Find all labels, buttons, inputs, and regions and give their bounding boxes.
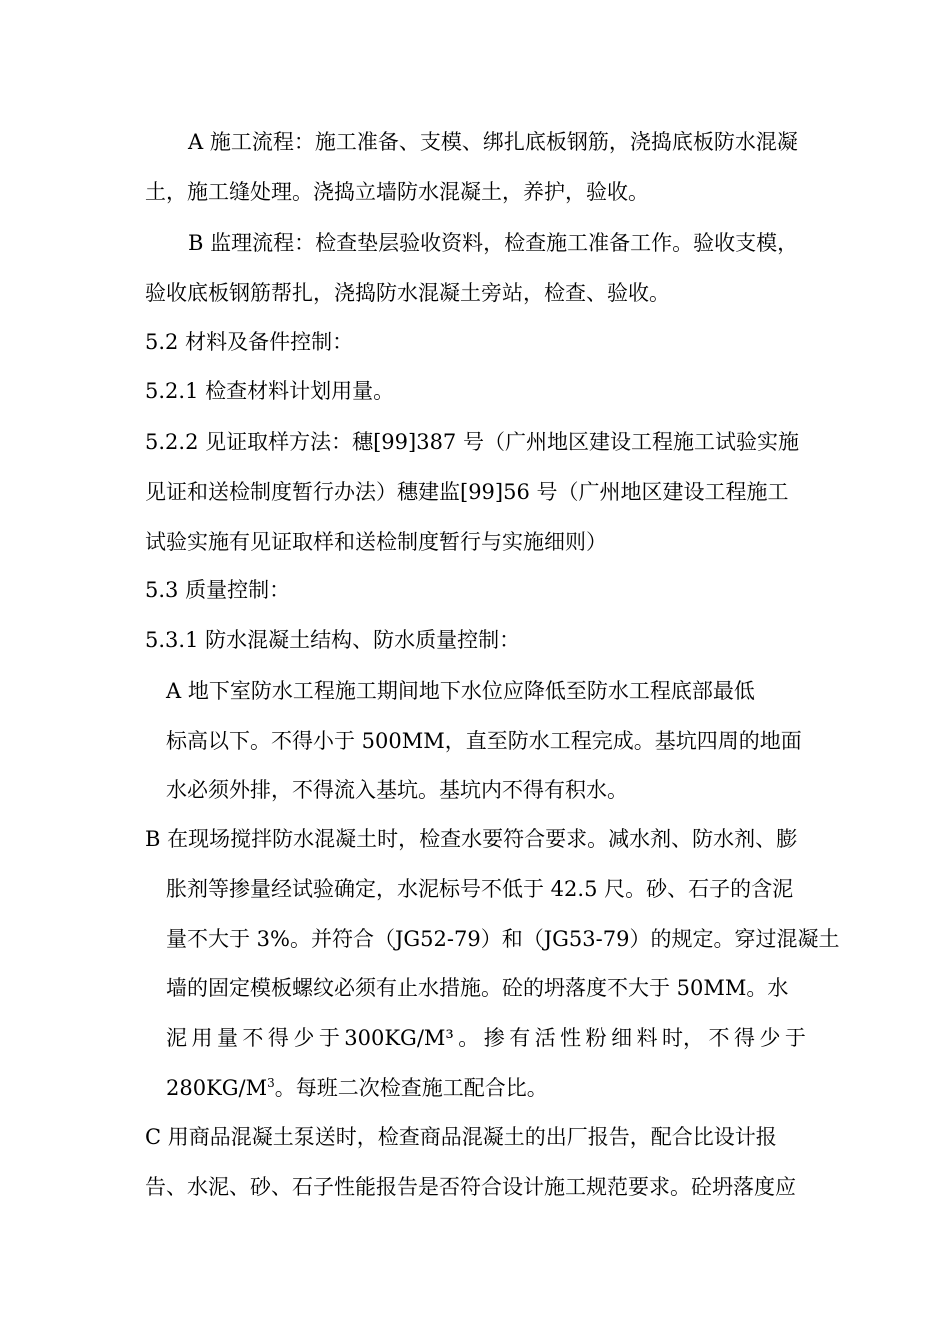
flow-a-line-2: 土，施工缝处理。浇捣立墙防水混凝土，养护，验收。: [145, 180, 649, 204]
word: 于: [318, 1026, 340, 1050]
point-b-line-6: [166, 1074, 548, 1102]
word: 料: [636, 1026, 658, 1050]
point-a-line-2: 标高以下。不得小于 500MM，直至防水工程完成。基坑四周的地面: [166, 729, 802, 753]
point-c-line-1: C 用商品混凝土泵送时，检查商品混凝土的出厂报告，配合比设计报: [145, 1125, 777, 1149]
point-b-line-3: 量不大于 3%。并符合（JG52-79）和（JG53-79）的规定。穿过混凝土: [166, 927, 840, 951]
word: 粉: [585, 1026, 607, 1050]
point-b-line-1: B 在现场搅拌防水混凝土时，检查水要符合要求。减水剂、防水剂、膨: [145, 827, 798, 851]
point-b-line-5: [166, 1024, 806, 1052]
word: 少: [293, 1026, 315, 1050]
word: 300KG/M³: [344, 1026, 454, 1050]
section-5-2-heading: 5.2 材料及备件控制：: [145, 330, 354, 354]
point-b-line-4: 墙的固定模板螺纹必须有止水措施。砼的坍落度不大于 50MM。水: [166, 976, 789, 1000]
word: 用: [191, 1026, 213, 1050]
section-5-3-heading: 5.3 质量控制：: [145, 578, 291, 602]
word: 掺: [483, 1026, 505, 1050]
word: 。: [458, 1026, 480, 1050]
item-5-2-2-line-2: 见证和送检制度暂行办法）穗建监[99]56 号（广州地区建设工程施工: [145, 480, 789, 504]
trailing-text: 。每班二次检查施工配合比。: [274, 1076, 548, 1100]
point-a-line-3: 水必须外排，不得流入基坑。基坑内不得有积水。: [166, 778, 628, 802]
word: 不: [708, 1026, 730, 1050]
word: 时，: [662, 1026, 705, 1050]
point-a-line-1: A 地下室防水工程施工期间地下水位应降低至防水工程底部最低: [166, 679, 755, 703]
word: 不: [242, 1026, 264, 1050]
item-5-3-1: 5.3.1 防水混凝土结构、防水质量控制：: [145, 628, 521, 652]
point-c-line-2: 告、水泥、砂、石子性能报告是否符合设计施工规范要求。砼坍落度应: [145, 1175, 796, 1199]
flow-a-line-1: A 施工流程：施工准备、支模、绑扎底板钢筋，浇捣底板防水混凝: [188, 130, 798, 154]
flow-b-line-2: 验收底板钢筋帮扎，浇捣防水混凝土旁站，检查、验收。: [145, 281, 670, 305]
word: 性: [560, 1026, 582, 1050]
word: 细: [611, 1026, 633, 1050]
superscript-exponent: 3: [267, 1076, 275, 1090]
word: 得: [733, 1026, 755, 1050]
word: 泥: [166, 1026, 187, 1050]
word: 得: [267, 1026, 289, 1050]
item-5-2-2-line-3: 试验实施有见证取样和送检制度暂行与实施细则）: [145, 530, 607, 554]
word: 量: [216, 1026, 238, 1050]
word: 有: [509, 1026, 531, 1050]
point-b-line-2: 胀剂等掺量经试验确定，水泥标号不低于 42.5 尺。砂、石子的含泥: [166, 877, 794, 901]
item-5-2-2-line-1: 5.2.2 见证取样方法：穗[99]387 号（广州地区建设工程施工试验实施: [145, 430, 799, 454]
item-5-2-1: 5.2.1 检查材料计划用量。: [145, 379, 395, 403]
flow-b-line-1: B 监理流程：检查垫层验收资料，检查施工准备工作。验收支模，: [188, 231, 799, 255]
word: 活: [534, 1026, 556, 1050]
unit-text: 280KG/M: [166, 1076, 268, 1100]
word: 于: [784, 1026, 806, 1050]
word: 少: [759, 1026, 781, 1050]
